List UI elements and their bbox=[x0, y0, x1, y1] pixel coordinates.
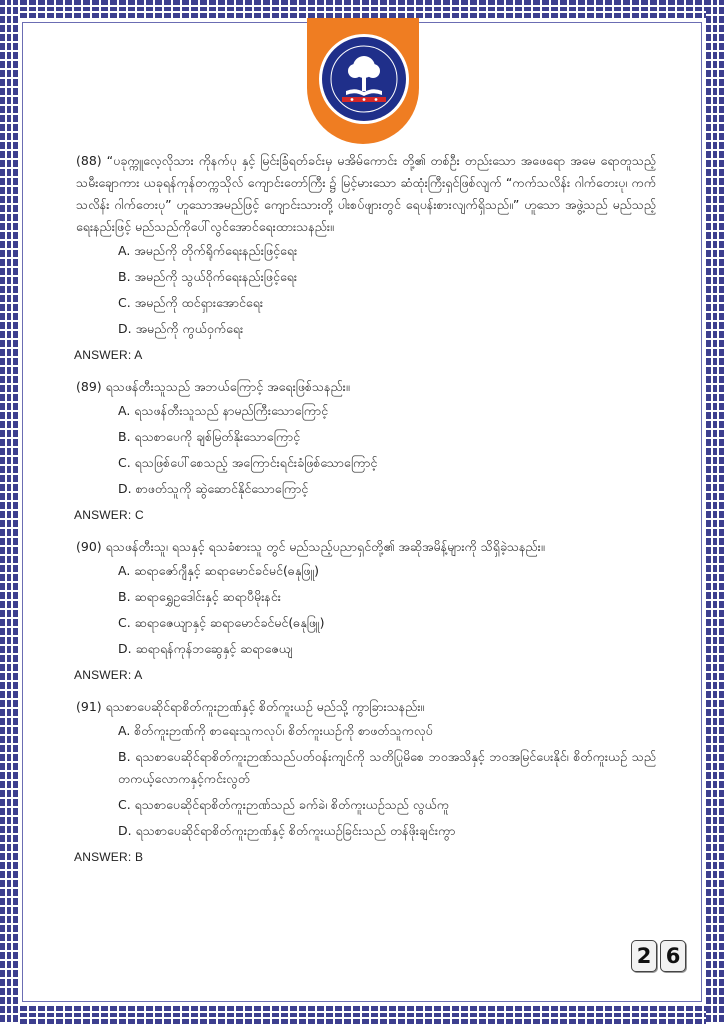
question-text: (88) “ပခုက္ကူလေ့လိုသား ကိုနက်ပု နှင့် မြင်းခြံရတ်ခင်းမှ မအိမ်ကောင်း တို့၏ တစ်ဦး တည်းသော အဖေရော အမေ ရောတူသည့် သမီးချောကား ယခုရန်ကုန်တက္ကသိုလ် ကျောင်းတော်ကြီး ၌ မြင့်မားသော ဆံထုံးကြီးရှင်ဖြစ်လျက် “ကက်သလိန်း ဂါက်တေးပု၊ ကက်သလိန်း ဂါက်တေးပု” ဟူသောအမည်ဖြင့် ကျောင်းသားတို့ ပါးစပ်ဖျားတွင် ရေပန်းစားလျက်ရှိသည်။” ဟူသော အဖွဲ့သည် မည်သည့်ရေးနည်းဖြင့် မည်သည်ကိုပေါ်လွင်အောင်ရေးထားသနည်း။ bbox=[76, 153, 656, 234]
option-b: B. ဆရာရွှေဥဒေါင်းနှင့် ဆရာပီမိုးနင်း bbox=[118, 589, 281, 604]
answer-label: ANSWER: C bbox=[74, 508, 144, 522]
option-c: C. ဆရာဇေယျာနှင့် ဆရာမောင်ခင်မင်(ဓနုဖြူ) bbox=[118, 615, 325, 630]
question-block-89 bbox=[76, 376, 656, 526]
option-a: A. စိတ်ကူးဉာဏ်ကို စာရေးသူကလုပ်၊ စိတ်ကူးယဉ်ကို စာဖတ်သူကလုပ် bbox=[118, 723, 433, 738]
logo-emblem-icon bbox=[319, 34, 409, 124]
page-number-digit: 2 bbox=[631, 940, 657, 972]
option-d: D. ဆရာရန်ကုန်ဘဆွေနှင့် ဆရာဇေယျ bbox=[118, 641, 293, 656]
question-text: (91) ရသစာပေဆိုင်ရာစိတ်ကူးဉာဏ်နှင့် စိတ်ကူးယဉ် မည်သို့ ကွာခြားသနည်း။ bbox=[76, 699, 425, 714]
option-a: A. အမည်ကို တိုက်ရိုက်ရေးနည်းဖြင့်ရေး bbox=[118, 243, 298, 258]
option-list bbox=[118, 400, 656, 500]
question-list bbox=[76, 150, 656, 878]
option-c: C. ရသဖြစ်ပေါ်စေသည့် အကြောင်းရင်းခံဖြစ်သောကြောင့် bbox=[118, 455, 378, 470]
option-list bbox=[118, 560, 656, 660]
option-a: A. ဆရာဇော်ဂျီနှင့် ဆရာမောင်ခင်မင်(ဓနုဖြူ) bbox=[118, 563, 320, 578]
option-c: C. အမည်ကို ထင်ရှားအောင်ရေး bbox=[118, 295, 264, 310]
page-number-digit: 6 bbox=[660, 940, 686, 972]
answer-label: ANSWER: A bbox=[74, 348, 143, 362]
question-block-88 bbox=[76, 150, 656, 366]
answer-label: ANSWER: B bbox=[74, 850, 144, 864]
option-list bbox=[118, 240, 656, 340]
border-left bbox=[0, 0, 18, 1024]
answer-label: ANSWER: A bbox=[74, 668, 143, 682]
option-d: D. အမည်ကို ကွယ်ဝှက်ရေး bbox=[118, 321, 244, 336]
border-right bbox=[706, 0, 724, 1024]
option-list bbox=[118, 720, 656, 842]
option-b: B. အမည်ကို သွယ်ဝိုက်ရေးနည်းဖြင့်ရေး bbox=[118, 269, 298, 284]
page-number bbox=[631, 940, 686, 972]
question-text: (90) ရသဖန်တီးသူ၊ ရသနှင့် ရသခံစားသူ တွင် မည်သည့်ပညာရှင်တို့၏ အဆိုအမိန့်များကို သိရှိခဲ့သနည်း။ bbox=[76, 539, 545, 554]
option-b: B. ရသစာပေဆိုင်ရာစိတ်ကူးဉာဏ်သည်ပတ်ဝန်းကျင်ကို သတိပြုမိစေ ဘဝအသိနှင့် ဘဝအမြင်ပေးနိုင်၊ စိတ်ကူးယဉ် သည် တကယ့်လောကနှင့်ကင်းလွတ် bbox=[118, 749, 656, 786]
option-c: C. ရသစာပေဆိုင်ရာစိတ်ကူးဉာဏ်သည် ခက်ခဲ၊ စိတ်ကူးယဉ်သည် လွယ်ကူ bbox=[118, 797, 449, 812]
option-a: A. ရသဖန်တီးသူသည် နာမည်ကြီးသောကြောင့် bbox=[118, 403, 329, 418]
question-text: (89) ရသဖန်တီးသူသည် အဘယ်ကြောင့် အရေးဖြစ်သနည်း။ bbox=[76, 379, 350, 394]
question-block-91 bbox=[76, 696, 656, 868]
option-d: D. စာဖတ်သူကို ဆွဲဆောင်နိုင်သောကြောင့် bbox=[118, 481, 309, 496]
question-block-90 bbox=[76, 536, 656, 686]
border-top bbox=[0, 0, 724, 18]
option-b: B. ရသစာပေကို ချစ်မြတ်နိုးသောကြောင့် bbox=[118, 429, 301, 444]
option-d: D. ရသစာပေဆိုင်ရာစိတ်ကူးဉာဏ်နှင့် စိတ်ကူးယဉ်ခြင်းသည် တန်ဖိုးချင်းကွာ bbox=[118, 823, 456, 838]
border-bottom bbox=[0, 1006, 724, 1024]
